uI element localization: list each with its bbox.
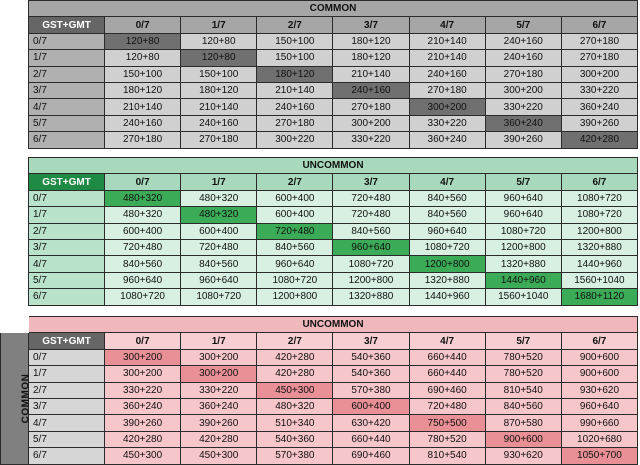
row-label: 1/7 (29, 207, 105, 223)
table-cell: 420+280 (257, 366, 333, 382)
table-cell: 540+360 (333, 349, 409, 365)
table-cell: 300+200 (485, 82, 561, 98)
table-cell: 240+160 (409, 66, 485, 82)
table-cell: 120+80 (105, 33, 181, 49)
table-cell: 1080+720 (257, 272, 333, 288)
table-cell: 1050+700 (561, 448, 637, 464)
column-header: 5/7 (485, 17, 561, 33)
table-cell: 240+160 (181, 115, 257, 131)
table-cell: 240+160 (485, 33, 561, 49)
table-cell: 150+100 (105, 66, 181, 82)
row-label: 5/7 (29, 115, 105, 131)
row-label: 0/7 (29, 190, 105, 206)
column-header: 4/7 (409, 17, 485, 33)
table-cell: 330+220 (485, 99, 561, 115)
table-cell: 330+220 (181, 382, 257, 398)
table-cell: 690+460 (333, 448, 409, 464)
table-row (1, 431, 638, 447)
table-cell: 1200+800 (333, 272, 409, 288)
column-header: 1/7 (181, 333, 257, 349)
row-label: 5/7 (29, 272, 105, 288)
column-header: 2/7 (257, 17, 333, 33)
table-cell: 1440+960 (561, 256, 637, 272)
table-row (29, 33, 638, 49)
table-cell: 900+600 (561, 366, 637, 382)
table-title: UNCOMMON (29, 158, 638, 174)
table-cell: 210+140 (333, 66, 409, 82)
table-row (29, 190, 638, 206)
table-cell: 1080+720 (485, 223, 561, 239)
table-cell: 990+660 (561, 415, 637, 431)
table-cell: 300+200 (181, 366, 257, 382)
row-label: 3/7 (29, 239, 105, 255)
table-cell: 1200+800 (561, 223, 637, 239)
table-row (29, 99, 638, 115)
table-row (1, 398, 638, 414)
column-header: 4/7 (409, 333, 485, 349)
table-cell: 210+140 (409, 50, 485, 66)
table-cell: 300+220 (257, 132, 333, 148)
corner-label: GST+GMT (29, 333, 105, 349)
table-cell: 600+400 (333, 398, 409, 414)
table-row (29, 207, 638, 223)
table-cell: 300+200 (181, 349, 257, 365)
row-label: 6/7 (29, 132, 105, 148)
table-cell: 210+140 (409, 33, 485, 49)
table-cell: 270+180 (409, 82, 485, 98)
table-row (29, 50, 638, 66)
common-uncommon-table (0, 316, 638, 465)
table-cell: 300+200 (333, 115, 409, 131)
table-cell: 900+600 (485, 431, 561, 447)
row-label: 0/7 (29, 33, 105, 49)
table-row (1, 415, 638, 431)
table-cell: 570+380 (257, 448, 333, 464)
table-cell: 1680+1120 (561, 289, 637, 305)
row-label: 5/7 (29, 431, 105, 447)
table-cell: 600+400 (105, 223, 181, 239)
table-title: UNCOMMON (29, 317, 638, 333)
row-label: 2/7 (29, 223, 105, 239)
table-cell: 840+560 (409, 207, 485, 223)
table-cell: 840+560 (409, 190, 485, 206)
side-title (1, 333, 32, 464)
table-cell: 480+320 (105, 207, 181, 223)
table-cell: 810+540 (409, 448, 485, 464)
table-cell: 600+400 (257, 207, 333, 223)
table-cell: 510+340 (257, 415, 333, 431)
row-label: 3/7 (29, 398, 105, 414)
table-cell: 450+300 (105, 448, 181, 464)
column-header: 3/7 (333, 17, 409, 33)
table-cell: 1560+1040 (561, 272, 637, 288)
table-cell: 360+240 (409, 132, 485, 148)
table-cell: 480+320 (257, 398, 333, 414)
row-label: 4/7 (29, 415, 105, 431)
table-cell: 480+320 (105, 190, 181, 206)
table-cell: 360+240 (561, 99, 637, 115)
table-cell: 1080+720 (333, 256, 409, 272)
row-label: 3/7 (29, 82, 105, 98)
table-cell: 420+280 (181, 431, 257, 447)
table-cell: 960+640 (485, 207, 561, 223)
table-cell: 210+140 (105, 99, 181, 115)
table-cell: 240+160 (105, 115, 181, 131)
table-cell: 270+180 (561, 33, 637, 49)
table-cell: 120+80 (105, 50, 181, 66)
table-row (29, 66, 638, 82)
common-table (28, 0, 638, 149)
table-cell: 1200+800 (257, 289, 333, 305)
table-cell: 810+540 (485, 382, 561, 398)
table-cell: 720+480 (181, 239, 257, 255)
column-header: 1/7 (181, 174, 257, 190)
row-label: 2/7 (29, 382, 105, 398)
table-cell: 690+460 (409, 382, 485, 398)
table-cell: 660+440 (333, 431, 409, 447)
table-cell: 240+160 (333, 82, 409, 98)
row-label: 1/7 (29, 366, 105, 382)
table-cell: 270+180 (181, 132, 257, 148)
table-cell: 960+640 (333, 239, 409, 255)
table-row (1, 366, 638, 382)
table-cell: 720+480 (257, 223, 333, 239)
table-cell: 540+360 (333, 366, 409, 382)
table-cell: 1080+720 (561, 207, 637, 223)
side-title-text: COMMON (20, 373, 32, 424)
table-cell: 780+520 (409, 431, 485, 447)
table-cell: 780+520 (485, 349, 561, 365)
table-cell: 570+380 (333, 382, 409, 398)
table-cell: 720+480 (105, 239, 181, 255)
table-row (1, 349, 638, 365)
table-cell: 660+440 (409, 366, 485, 382)
table-cell: 420+280 (561, 132, 637, 148)
table-row (29, 115, 638, 131)
table-cell: 450+300 (181, 448, 257, 464)
table-cell: 930+620 (485, 448, 561, 464)
table-cell: 270+180 (105, 132, 181, 148)
table-cell: 1080+720 (105, 289, 181, 305)
table-cell: 180+120 (105, 82, 181, 98)
uncommon-table (28, 157, 638, 306)
corner-label: GST+GMT (29, 17, 105, 33)
row-label: 6/7 (29, 289, 105, 305)
table-cell: 480+320 (181, 207, 257, 223)
table-cell: 360+240 (181, 398, 257, 414)
column-header: 4/7 (409, 174, 485, 190)
table-cell: 960+640 (409, 223, 485, 239)
table-cell: 840+560 (181, 256, 257, 272)
column-header: 1/7 (181, 17, 257, 33)
table-cell: 180+120 (257, 66, 333, 82)
table-cell: 1080+720 (409, 239, 485, 255)
header-row (29, 17, 638, 33)
table-cell: 1440+960 (485, 272, 561, 288)
table-row (29, 223, 638, 239)
table-cell: 720+480 (333, 207, 409, 223)
table-cell: 330+220 (333, 132, 409, 148)
table-cell: 930+620 (561, 382, 637, 398)
table-cell: 300+200 (409, 99, 485, 115)
table-cell: 240+160 (257, 99, 333, 115)
table-cell: 840+560 (485, 398, 561, 414)
table-cell: 390+260 (485, 132, 561, 148)
table-cell: 150+100 (257, 33, 333, 49)
table-cell: 720+480 (409, 398, 485, 414)
table-cell: 240+160 (485, 50, 561, 66)
column-header: 6/7 (561, 333, 637, 349)
table-cell: 1200+800 (409, 256, 485, 272)
table-cell: 360+240 (485, 115, 561, 131)
table-row (29, 132, 638, 148)
table-row (1, 448, 638, 464)
corner-label: GST+GMT (29, 174, 105, 190)
table-cell: 870+580 (485, 415, 561, 431)
table-row (1, 382, 638, 398)
column-header: 0/7 (105, 174, 181, 190)
row-label: 4/7 (29, 256, 105, 272)
table-cell: 720+480 (333, 190, 409, 206)
table-cell: 390+260 (561, 115, 637, 131)
table-cell: 1440+960 (409, 289, 485, 305)
table-cell: 390+260 (105, 415, 181, 431)
table-cell: 960+640 (561, 398, 637, 414)
column-header: 5/7 (485, 333, 561, 349)
header-row (29, 174, 638, 190)
table-title: COMMON (29, 1, 638, 17)
table-cell: 330+220 (561, 82, 637, 98)
column-header: 3/7 (333, 333, 409, 349)
table-cell: 600+400 (257, 190, 333, 206)
table-row (29, 272, 638, 288)
row-label: 6/7 (29, 448, 105, 464)
table-cell: 480+320 (181, 190, 257, 206)
table-row (29, 289, 638, 305)
table-cell: 300+200 (105, 349, 181, 365)
table-cell: 210+140 (181, 99, 257, 115)
table-cell: 900+600 (561, 349, 637, 365)
table-cell: 270+180 (333, 99, 409, 115)
table-cell: 150+100 (257, 50, 333, 66)
table-cell: 360+240 (105, 398, 181, 414)
row-label: 0/7 (29, 349, 105, 365)
table-cell: 270+180 (561, 50, 637, 66)
table-cell: 420+280 (105, 431, 181, 447)
table-cell: 960+640 (105, 272, 181, 288)
table-cell: 150+100 (181, 66, 257, 82)
table-cell: 1320+880 (485, 256, 561, 272)
column-header: 6/7 (561, 174, 637, 190)
table-cell: 600+400 (181, 223, 257, 239)
table-cell: 300+200 (105, 366, 181, 382)
table-cell: 780+520 (485, 366, 561, 382)
table-cell: 1560+1040 (485, 289, 561, 305)
table-cell: 840+560 (333, 223, 409, 239)
table-cell: 660+440 (409, 349, 485, 365)
table-cell: 120+80 (181, 33, 257, 49)
table-cell: 1020+680 (561, 431, 637, 447)
header-row (1, 333, 638, 349)
corner-blank (1, 317, 29, 333)
table-cell: 1080+720 (561, 190, 637, 206)
column-header: 0/7 (105, 17, 181, 33)
column-header: 0/7 (105, 333, 181, 349)
table-cell: 210+140 (257, 82, 333, 98)
table-cell: 120+80 (181, 50, 257, 66)
table-cell: 180+120 (333, 33, 409, 49)
table-cell: 540+360 (257, 431, 333, 447)
table-cell: 1080+720 (181, 289, 257, 305)
table-cell: 1200+800 (485, 239, 561, 255)
table-row (29, 239, 638, 255)
table-cell: 840+560 (105, 256, 181, 272)
row-label: 2/7 (29, 66, 105, 82)
table-cell: 270+180 (257, 115, 333, 131)
table-cell: 630+420 (333, 415, 409, 431)
table-cell: 300+200 (561, 66, 637, 82)
table-cell: 330+220 (105, 382, 181, 398)
table-row (29, 256, 638, 272)
table-cell: 330+220 (409, 115, 485, 131)
row-label: 1/7 (29, 50, 105, 66)
column-header: 3/7 (333, 174, 409, 190)
table-cell: 750+500 (409, 415, 485, 431)
column-header: 6/7 (561, 17, 637, 33)
table-cell: 840+560 (257, 239, 333, 255)
table-row (29, 82, 638, 98)
column-header: 5/7 (485, 174, 561, 190)
table-cell: 960+640 (257, 256, 333, 272)
table-cell: 960+640 (485, 190, 561, 206)
column-header: 2/7 (257, 333, 333, 349)
row-label: 4/7 (29, 99, 105, 115)
table-cell: 960+640 (181, 272, 257, 288)
table-cell: 390+260 (181, 415, 257, 431)
column-header: 2/7 (257, 174, 333, 190)
table-cell: 450+300 (257, 382, 333, 398)
table-cell: 180+120 (181, 82, 257, 98)
table-cell: 180+120 (333, 50, 409, 66)
table-cell: 420+280 (257, 349, 333, 365)
table-cell: 270+180 (485, 66, 561, 82)
table-cell: 1320+880 (333, 289, 409, 305)
table-cell: 1320+880 (561, 239, 637, 255)
table-cell: 1320+880 (409, 272, 485, 288)
